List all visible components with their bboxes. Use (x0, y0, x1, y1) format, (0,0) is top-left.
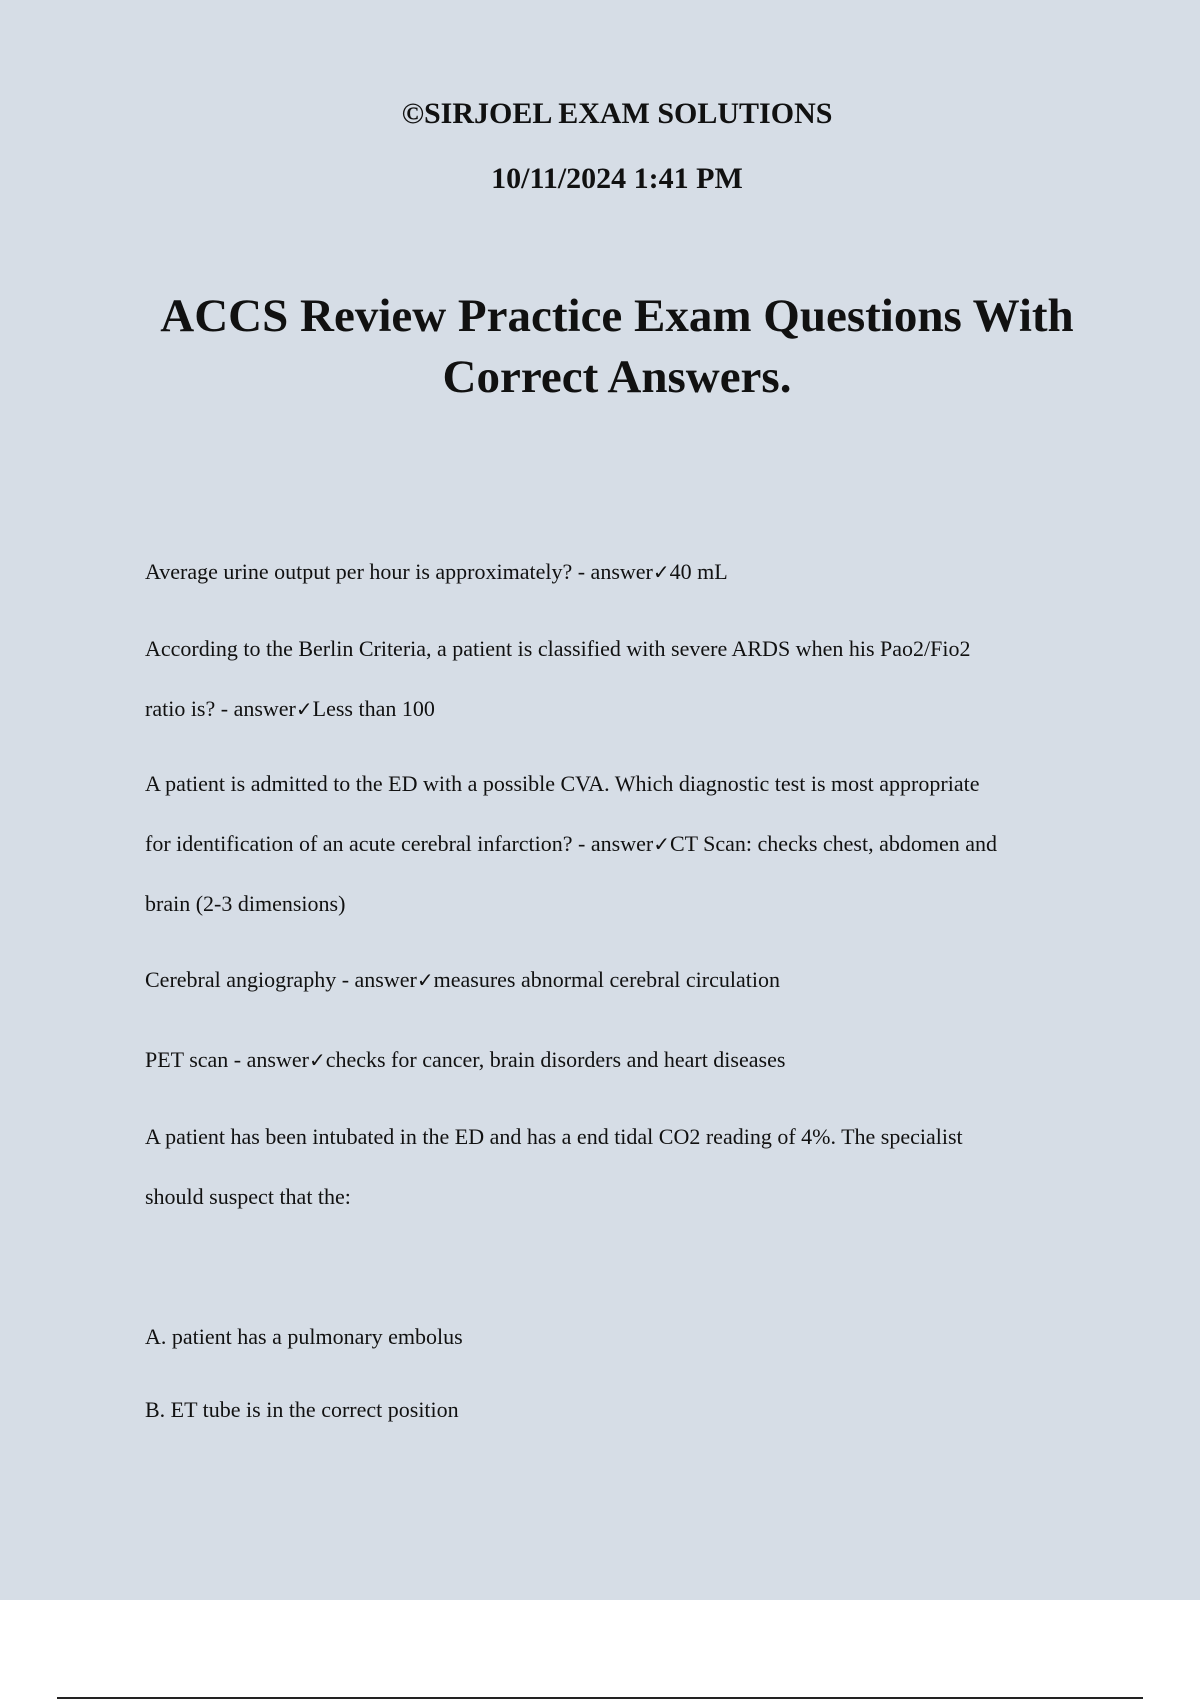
option-text: A. patient has a pulmonary embolus (145, 1324, 463, 1349)
qa-item-1 (145, 542, 1095, 602)
check-icon: ✓ (653, 832, 670, 856)
title-line-2: Correct Answers. (442, 351, 792, 403)
question-text: PET scan - answer (145, 1047, 309, 1072)
qa-item-5 (145, 1030, 1095, 1090)
answer-text: CT Scan: checks chest, abdomen and (669, 831, 998, 856)
check-icon: ✓ (295, 697, 313, 721)
question-text: for identification of an acute cerebral infarction? - answer (145, 831, 654, 856)
answer-text: 40 mL (669, 559, 728, 584)
question-text: According to the Berlin Criteria, a patient is classified with severe ARDS when his Pao2/Fio2 (145, 636, 971, 661)
document-title (120, 286, 1114, 408)
answer-text: brain (2-3 dimensions) (145, 891, 346, 916)
question-text: A patient has been intubated in the ED and has a end tidal CO2 reading of 4%. The specialist (145, 1124, 963, 1149)
qa-item-4 (145, 950, 1095, 1010)
check-icon: ✓ (652, 560, 670, 584)
title-line-1: ACCS Review Practice Exam Questions With (160, 290, 1074, 342)
question-text: Average urine output per hour is approximately? - answer (145, 559, 653, 584)
qa-item-6 (145, 1107, 1095, 1227)
question-text: A patient is admitted to the ED with a possible CVA. Which diagnostic test is most appropriate (145, 771, 980, 796)
check-icon: ✓ (416, 968, 434, 992)
footer-divider (57, 1697, 1143, 1699)
answer-text: measures abnormal cerebral circulation (433, 967, 780, 992)
qa-item-2 (145, 619, 1095, 739)
brand-header: ©SIRJOEL EXAM SOLUTIONS (401, 97, 833, 130)
option-text: B. ET tube is in the correct position (145, 1397, 459, 1422)
question-text: should suspect that the: (145, 1184, 351, 1209)
date-header: 10/11/2024 1:41 PM (491, 162, 743, 195)
answer-text: checks for cancer, brain disorders and heart diseases (325, 1047, 786, 1072)
answer-text: Less than 100 (312, 696, 435, 721)
check-icon: ✓ (308, 1048, 326, 1072)
question-text: Cerebral angiography - answer (145, 967, 417, 992)
question-text: ratio is? - answer (145, 696, 296, 721)
option-a (145, 1307, 1095, 1367)
qa-item-3 (145, 754, 1095, 934)
option-b (145, 1380, 1095, 1440)
